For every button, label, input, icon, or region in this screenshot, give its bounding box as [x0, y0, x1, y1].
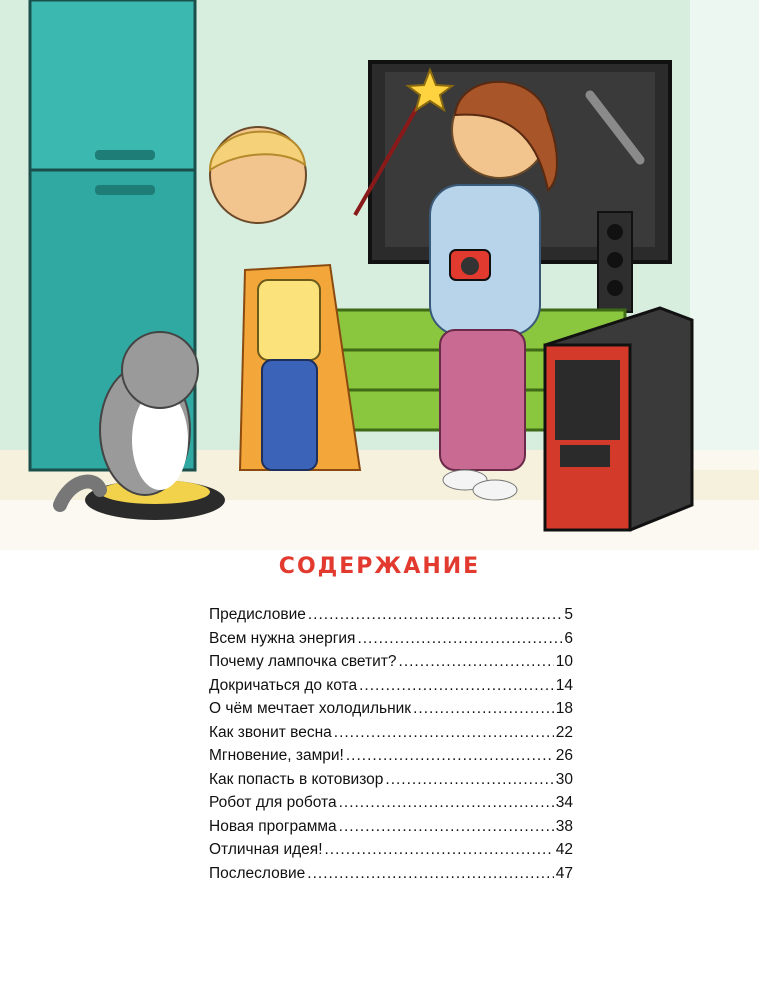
- toc-entry-title: Предисловие: [209, 606, 306, 623]
- toc-leader-dots: [359, 677, 554, 695]
- toc-entry-title: Как звонит весна: [209, 723, 332, 741]
- toc-entry[interactable]: [209, 700, 573, 724]
- toc-leader-dots: [308, 606, 563, 624]
- toc-entry-title: Всем нужна энергия: [209, 629, 356, 647]
- toc-entry-title: Как попасть в котовизор: [209, 770, 384, 788]
- toc-entry-page: 14: [555, 676, 573, 694]
- toc-entry[interactable]: [209, 724, 573, 748]
- toc-entry[interactable]: [209, 771, 573, 795]
- toc-entry-page: 22: [555, 723, 573, 741]
- toc-entry-title: Послесловие: [209, 864, 306, 882]
- toc-leader-dots: [413, 700, 554, 718]
- toc-entry-title: Робот для робота: [209, 794, 337, 811]
- toc-entry[interactable]: [209, 653, 573, 677]
- toc-entry-title: Отличная идея!: [209, 841, 323, 858]
- toc-entry-page: 5: [564, 606, 573, 623]
- toc-entry[interactable]: [209, 794, 573, 818]
- toc-title: СОДЕРЖАНИЕ: [278, 554, 481, 579]
- toc-entry-page: 38: [555, 817, 573, 835]
- toc-entry[interactable]: [209, 865, 573, 889]
- toc-entry[interactable]: [209, 818, 573, 842]
- toc-entry[interactable]: [209, 630, 573, 654]
- toc-entry-page: 42: [555, 841, 573, 858]
- toc-leader-dots: [334, 724, 554, 742]
- toc-entry-page: 10: [555, 653, 573, 670]
- toc-leader-dots: [385, 771, 553, 789]
- computer-case: [545, 308, 692, 530]
- toc-entry-page: 47: [555, 864, 573, 882]
- toc-entry-page: 26: [555, 747, 573, 764]
- toc-entry-page: 6: [564, 629, 573, 647]
- toc-entry-title: Докричаться до кота: [209, 676, 358, 694]
- toc-leader-dots: [346, 747, 554, 765]
- toc-entry[interactable]: [209, 606, 573, 630]
- toc-leader-dots: [307, 865, 553, 883]
- toc-leader-dots: [399, 653, 554, 671]
- toc-entry-title: Новая программа: [209, 817, 337, 835]
- toc-entry-title: Мгновение, замри!: [209, 747, 344, 764]
- toc-leader-dots: [339, 818, 554, 836]
- toc-entry-page: 18: [555, 700, 573, 717]
- toc-entry[interactable]: [209, 747, 573, 771]
- toc-leader-dots: [325, 841, 554, 859]
- wall-fade-right: [690, 0, 759, 470]
- toc-entry-title: О чём мечтает холодильник: [209, 700, 412, 717]
- toc-entry-page: 30: [555, 770, 573, 788]
- toc-entry-title: Почему лампочка светит?: [209, 653, 397, 670]
- table-of-contents: [209, 606, 573, 888]
- toc-entry[interactable]: [209, 841, 573, 865]
- toc-entry[interactable]: [209, 677, 573, 701]
- toc-entry-page: 34: [555, 794, 573, 811]
- toc-leader-dots: [339, 794, 554, 812]
- toc-leader-dots: [357, 630, 562, 648]
